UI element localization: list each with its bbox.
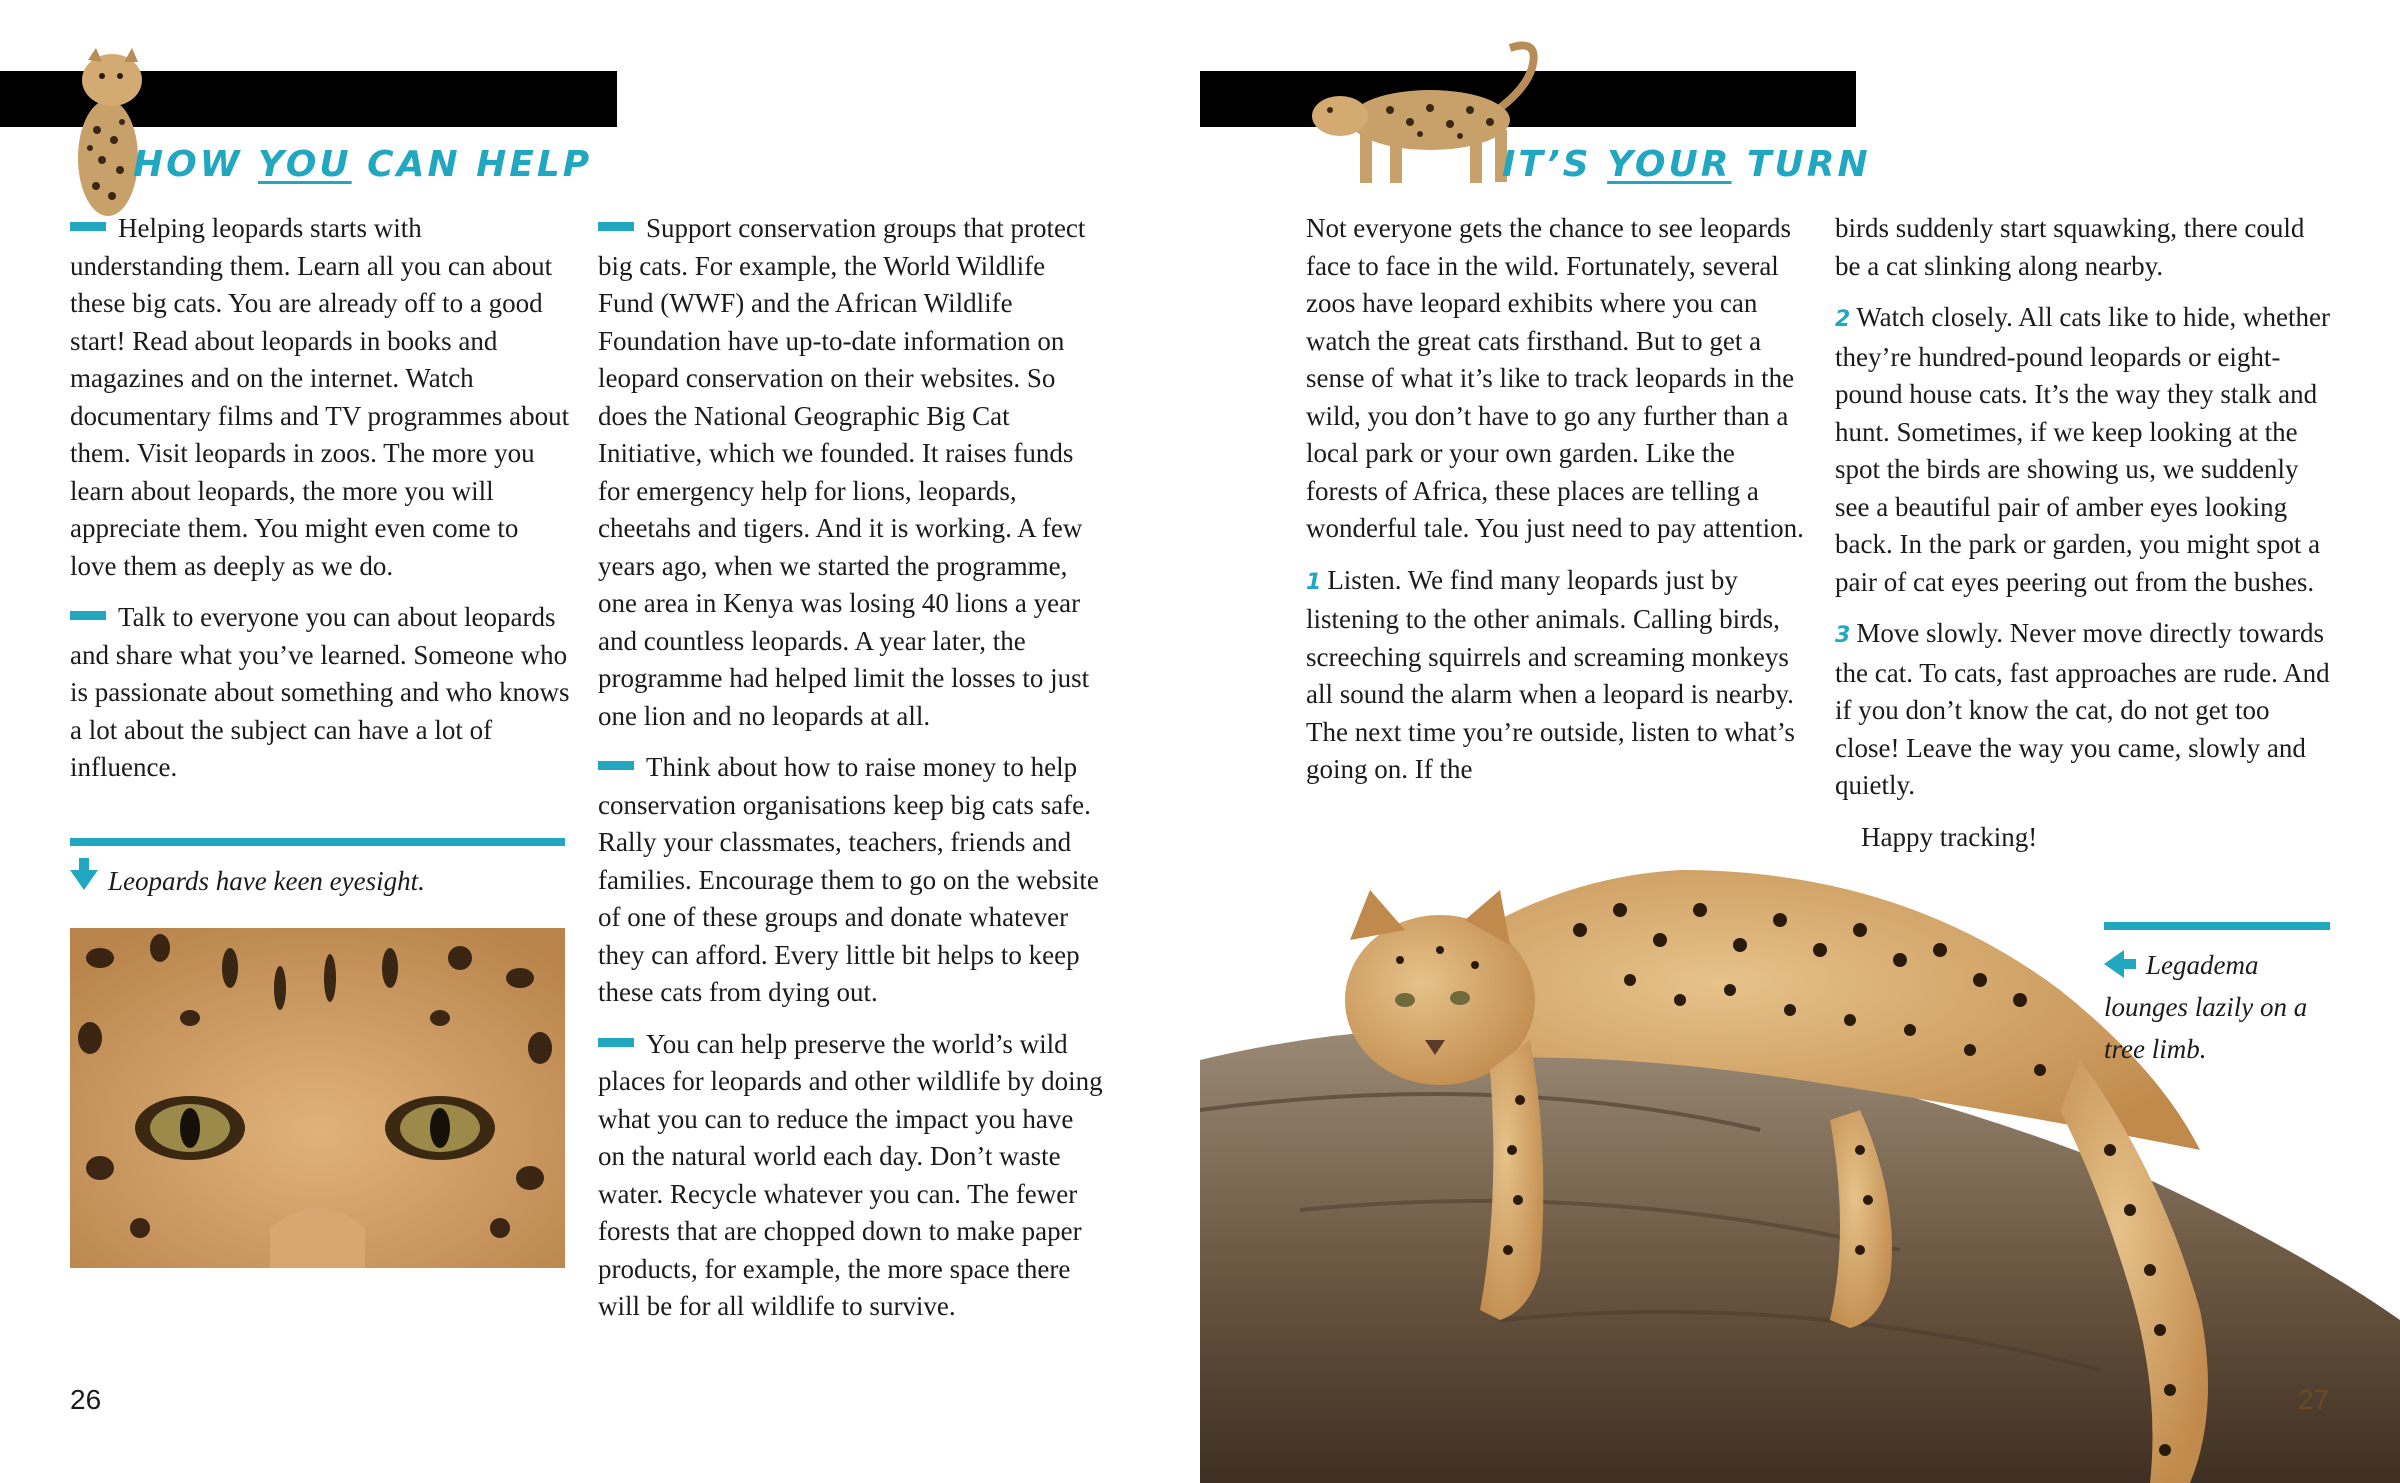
paragraph-text: Watch closely. All cats like to hide, whether they’re hundred-pound leopards or eight-pound house cats. It’s the way they stalk and hunt. Sometimes, if we keep looking at the spot the birds are showing us, we suddenly see a beautiful pair of amber eyes looking back. In the park or garden, you might spot a pair of cat eyes peering out from the bushes. [1835,302,2330,597]
heading-word-underlined: YOUR [1607,144,1732,185]
left-page-heading [133,144,592,185]
caption-rule [2104,922,2330,930]
paragraph-text: Talk to everyone you can about leopards and share what you’ve learned. Someone who is passionate about something and who knows a lot about the subject can have a lot of influence. [70,602,570,782]
paragraph [598,749,1103,1012]
paragraph [1835,615,2335,805]
bullet-dash-icon [598,222,634,231]
paragraph-text: Support conservation groups that protect big cats. For example, the World Wildlife Fund (WWF) and the African Wildlife Foundation have up-to-date information on leopard conservation on their websites. So does the National Geographic Big Cat Initiative, which we founded. It raises funds for emergency help for lions, leopards, cheetahs and tigers. And it is working. A few years ago, when we started the programme, one area in Kenya was losing 40 lions a year and countless leopards. A year later, the programme had helped limit the losses to just one lion and no leopards at all. [598,213,1090,731]
heading-word: IT’S [1502,144,1592,185]
paragraph-text: Think about how to raise money to help conservation organisations keep big cats safe. Rally your classmates, teachers, friends and families. Encourage them to go on the website of one of these groups and donate whatever they can afford. Every little bit helps to keep these cats from dying out. [598,752,1099,1007]
heading-word: CAN HELP [367,144,593,185]
page-number-right: 27 [2298,1384,2330,1415]
paragraph-text: Move slowly. Never move directly towards the cat. To cats, fast approaches are rude. And if you don’t know the cat, do not get too close! Leave the way you came, slowly and quietly. [1835,618,2330,800]
left-column-1 [70,210,570,801]
arrow-down-icon [70,870,98,890]
paragraph-text: Helping leopards starts with understanding them. Learn all you can about these big cats. You are already off to a good start! Read about leopards in books and magazines and on the internet. Watch documentary films and TV programmes about them. Visit leopards in zoos. The more you learn about leopards, the more you will appreciate them. You might even come to love them as deeply as we do. [70,213,570,581]
heading-word: HOW [133,144,243,185]
paragraph [1306,210,1806,548]
right-column-2 [1835,210,2335,870]
caption-rule [70,838,565,846]
bullet-dash-icon [598,1038,634,1047]
page-number-left: 26 [70,1384,102,1415]
step-number: 1 [1306,569,1322,595]
paragraph-text: Happy tracking! [1861,821,2038,852]
paragraph [1835,210,2335,285]
paragraph [70,210,570,585]
leopard-eyes-photo [70,928,565,1268]
bullet-dash-icon [598,761,634,770]
right-column-1 [1306,210,1806,803]
eye-photo-caption [70,860,570,902]
paragraph-text: Not everyone gets the chance to see leopards face to face in the wild. Fortunately, several zoos have leopard exhibits where you can watch the great cats firsthand. But to get a sense of what it’s like to track leopards in the wild, you don’t have to go any further than a local park or your own garden. Like the forests of Africa, these places are telling a wonderful tale. You just need to pay attention. [1306,213,1804,543]
bullet-dash-icon [70,611,106,620]
paragraph [598,1026,1103,1326]
right-page-heading [1502,144,1871,185]
paragraph-text: birds suddenly start squawking, there could be a cat slinking along nearby. [1835,213,2305,281]
step-number: 2 [1835,307,1851,332]
paragraph-text: Listen. We find many leopards just by listening to the other animals. Calling birds, screeching squirrels and screaming monkeys all sound the alarm when a leopard is nearby. The next time you’re outside, listen to what’s going on. If the [1306,564,1795,784]
heading-word: TURN [1747,144,1871,185]
paragraph [70,599,570,787]
paragraph [598,210,1103,735]
leopard-sitting-image [52,40,172,218]
paragraph [1835,299,2335,601]
left-column-2 [598,210,1103,1340]
tree-photo-caption [2104,944,2344,1070]
paragraph-text: You can help preserve the world’s wild places for leopards and other wildlife by doing what you can to reduce the impact you have on the natural world each day. Don’t waste water. Recycle whatever you can. The fewer forests that are chopped down to make paper products, for example, the more space there will be for all wildlife to survive. [598,1028,1103,1321]
step-number: 3 [1835,623,1851,648]
bullet-dash-icon [70,222,106,231]
caption-text: Leopards have keen eyesight. [108,866,425,896]
caption-text: Legadema lounges lazily on a tree limb. [2104,950,2308,1064]
paragraph [1306,562,1806,789]
heading-word-underlined: YOU [258,144,352,185]
arrow-left-icon [2104,950,2124,978]
